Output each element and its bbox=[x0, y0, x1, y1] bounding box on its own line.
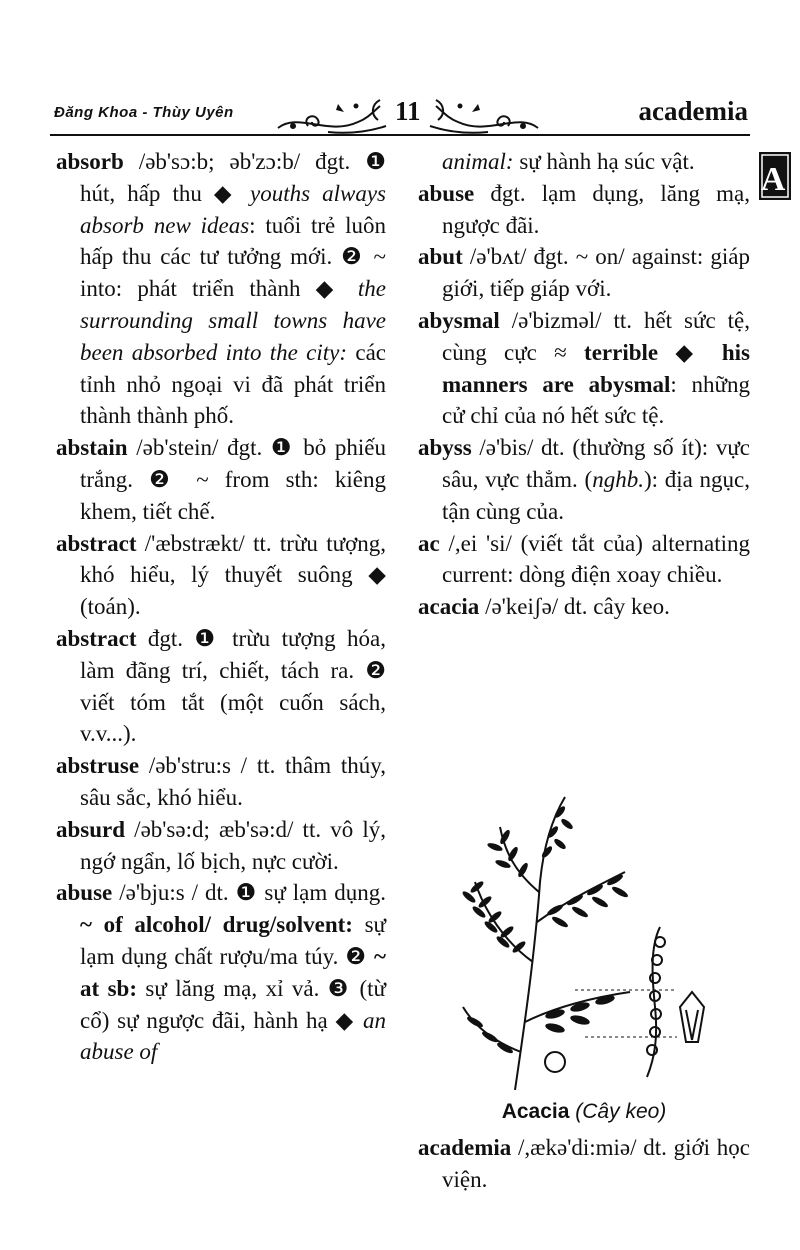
acacia-plant-illustration-icon bbox=[455, 792, 715, 1090]
page-header bbox=[50, 92, 750, 137]
entry-academia: academia /,ækə'di:miə/ dt. giới học viện. bbox=[418, 1135, 750, 1192]
entry-abuse-verb: abuse đgt. lạm dụng, lăng mạ, ngược đãi. bbox=[418, 180, 750, 238]
entry-academia-block bbox=[418, 1132, 750, 1196]
thumb-tab-text: A bbox=[760, 161, 786, 198]
entry-acacia: acacia /ə'keiʃə/ dt. cây keo. bbox=[418, 594, 670, 620]
entry-abstract-verb: abstract đgt. ❶ trừu tượng hóa, làm đãng trí, chiết, tách ra. ❷ viết tóm tắt (một cuốn sách, v.v...). bbox=[56, 625, 386, 747]
entry-abstain: abstain /əb'stein/ đgt. ❶ bỏ phiếu trắng. ❷ ~ from sth: kiêng khem, tiết chế. bbox=[56, 435, 386, 524]
left-column bbox=[56, 146, 386, 1068]
entry-absurd: absurd /əb'sə:d; æb'sə:d/ tt. vô lý, ngớ ngẩn, lố bịch, nực cười. bbox=[56, 816, 386, 874]
guide-word: academia bbox=[638, 96, 748, 126]
entry-absorb: absorb /əb'sɔ:b; əb'zɔ:b/ đgt. ❶ hút, hấp thu ◆ youths always absorb new ideas: tuổi trẻ luôn hấp thu các tư tưởng mới. ❷ ~ into: phát triển thành ◆ the surrounding small towns have been absorbed into the city: các tỉnh nhỏ ngoại vi đã phát triển thành thành phố. bbox=[56, 149, 386, 429]
thumb-tab-letter bbox=[757, 150, 793, 202]
caption-sub: (Cây keo) bbox=[575, 1100, 667, 1123]
header-rule bbox=[50, 134, 750, 136]
entry-abuse-noun: abuse /ə'bju:s / dt. ❶ sự lạm dụng. ~ of alcohol/ drug/solvent: sự lạm dụng chất rượu/ma túy. ❷ ~ at sb: sự lăng mạ, xỉ vả. ❸ (từ cổ) sự ngược đãi, hành hạ ◆ an abuse of bbox=[56, 880, 386, 1065]
figure-caption bbox=[418, 1100, 750, 1124]
entry-abyss: abyss /ə'bis/ dt. (thường số ít): vực sâu, vực thẳm. (nghb.): địa ngục, tận cùng của. bbox=[418, 435, 751, 524]
entry-continuation: animal: sự hành hạ súc vật. bbox=[442, 149, 695, 174]
entry-abysmal: abysmal /ə'bizməl/ tt. hết sức tệ, cùng cực ≈ terrible ◆ his manners are abysmal: những cử chỉ của nó hết sức tệ. bbox=[418, 307, 751, 429]
page-number: 11 bbox=[395, 96, 421, 126]
entry-abstract-adj: abstract /'æbstrækt/ tt. trừu tượng, khó hiểu, lý thuyết suông ◆ (toán). bbox=[56, 530, 386, 620]
right-column bbox=[418, 146, 750, 623]
caption-main: Acacia bbox=[501, 1100, 570, 1123]
entry-abut: abut /ə'bʌt/ đgt. ~ on/ against: giáp giới, tiếp giáp với. bbox=[418, 244, 750, 302]
header-authors: Đăng Khoa - Thùy Uyên bbox=[54, 104, 234, 121]
entry-abstruse: abstruse /əb'stru:s / tt. thâm thúy, sâu sắc, khó hiểu. bbox=[56, 753, 386, 810]
entry-ac: ac /,ei 'si/ (viết tắt của) alternating current: dòng điện xoay chiều. bbox=[418, 530, 750, 588]
